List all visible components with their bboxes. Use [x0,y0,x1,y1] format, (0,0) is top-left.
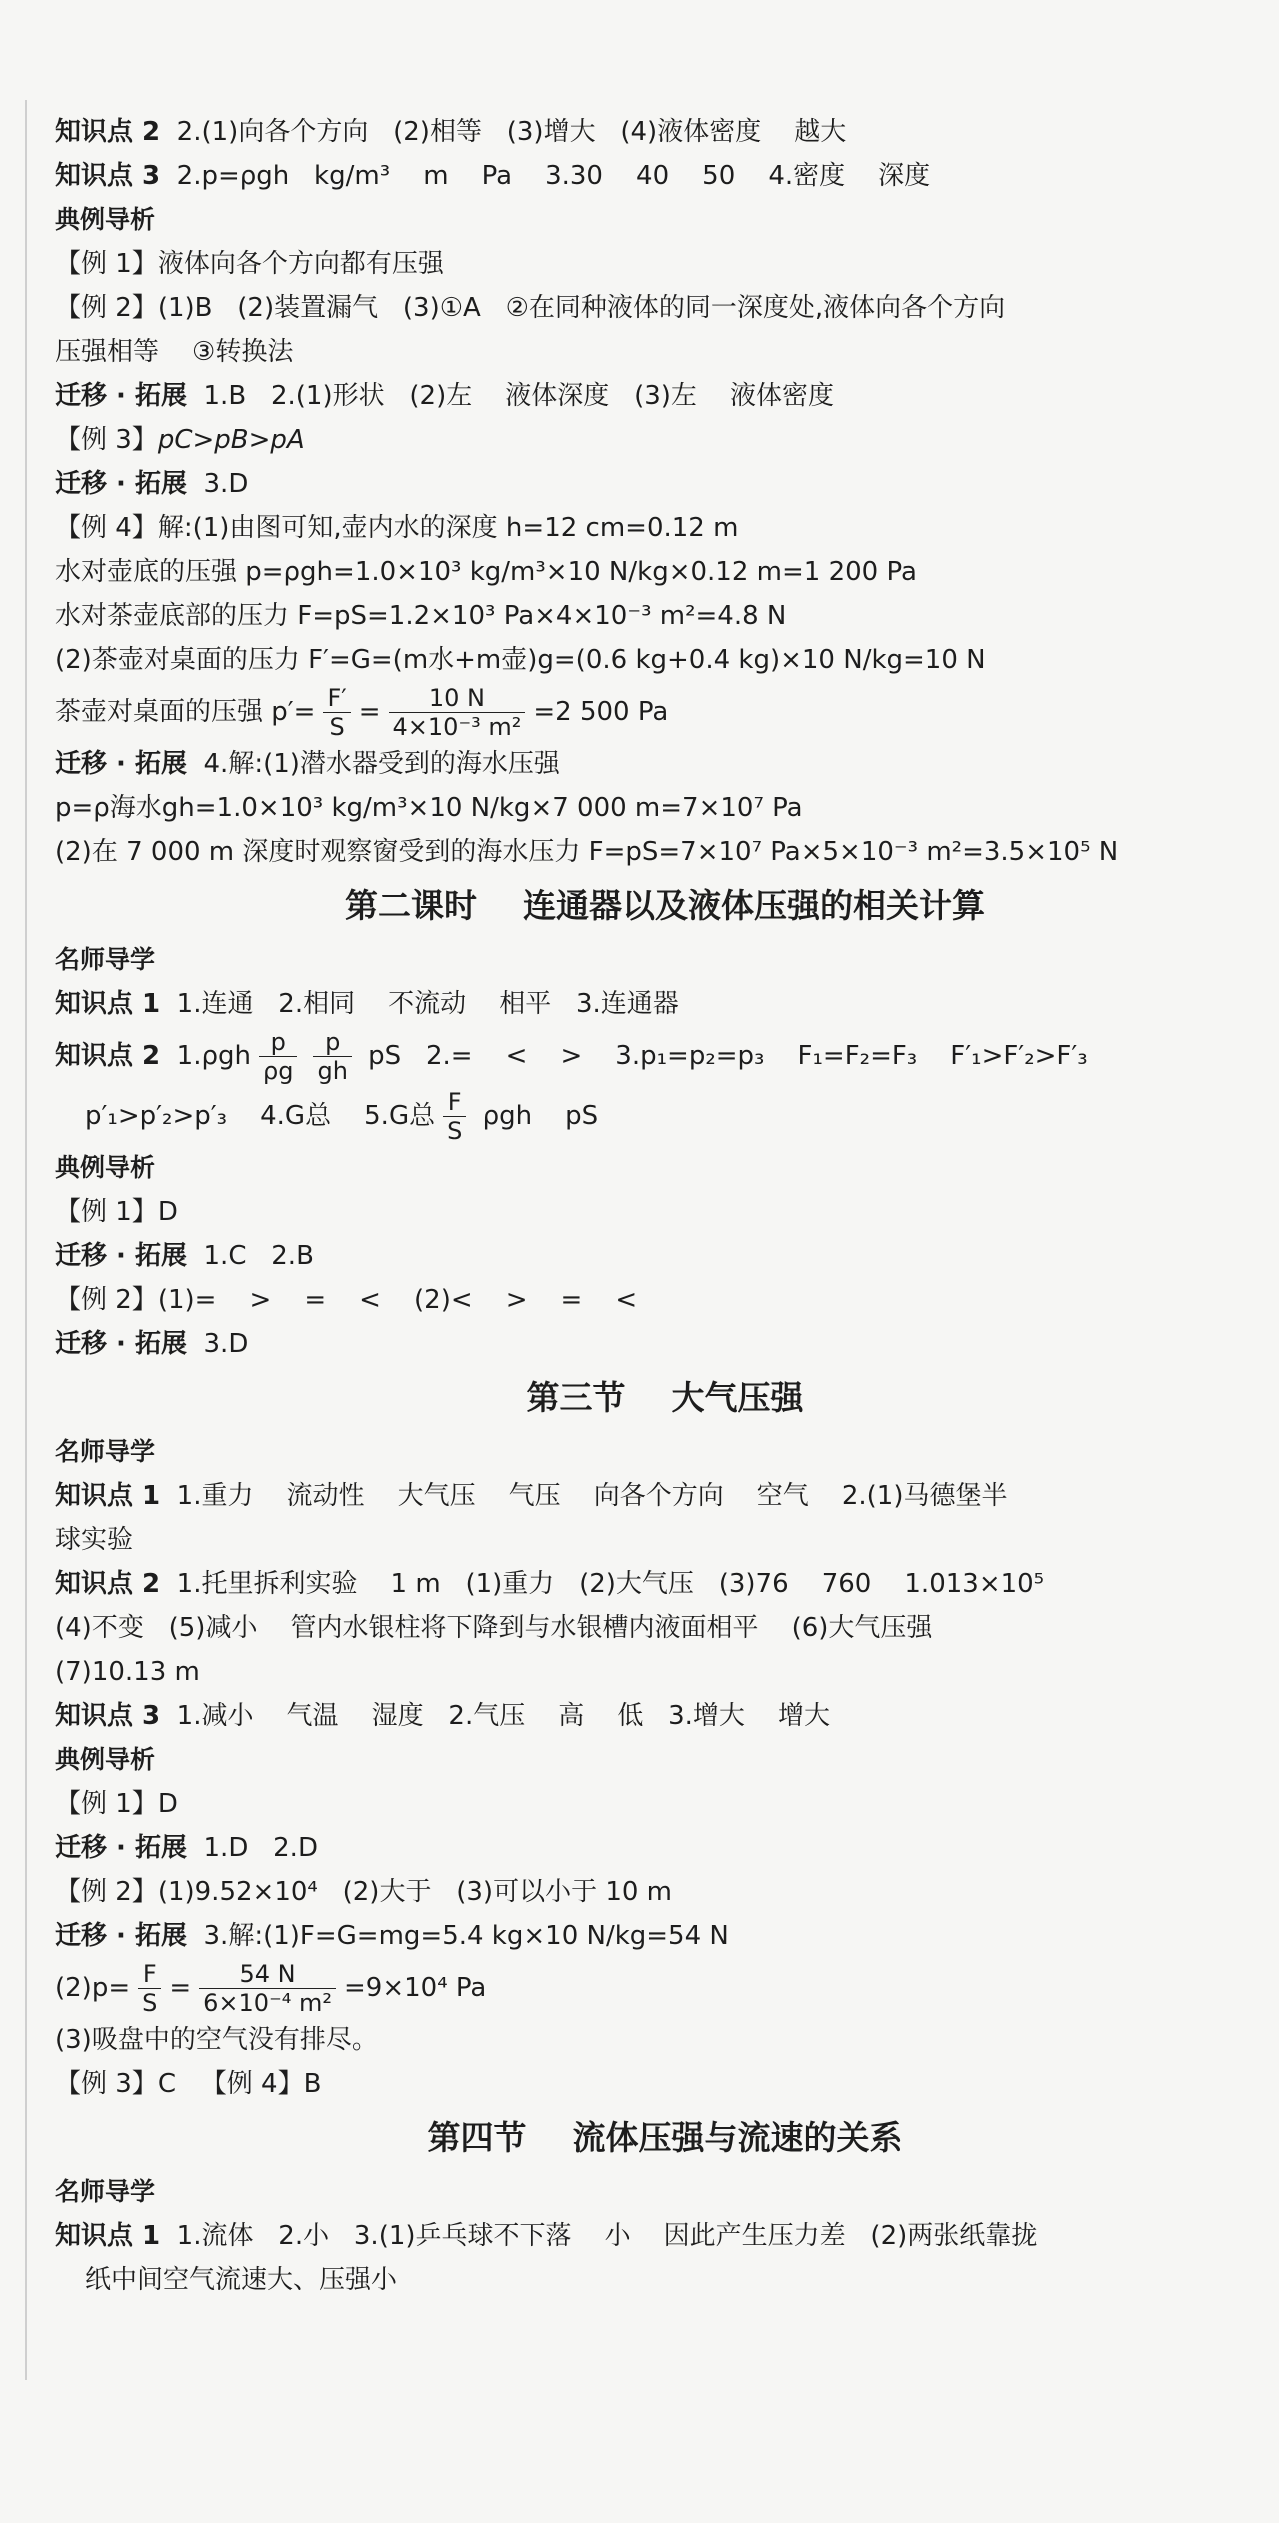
answer-line [55,1086,1235,1146]
knowledge-point-label: 知识点 2 [55,1041,161,1071]
answer-line: p=ρ海水gh=1.0×10³ kg/m³×10 N/kg×7 000 m=7×10⁷ Pa [55,793,803,823]
extension-label: 迁移 · 拓展 [55,1921,187,1951]
knowledge-point-label: 知识点 3 [55,1701,161,1731]
answer-text: 3.解:(1)F=G=mg=5.4 kg×10 N/kg=54 N [186,1921,729,1951]
answer-line [55,242,1235,286]
fraction [259,1028,297,1085]
answer-line [55,1694,1235,1738]
fraction-numerator: F′ [323,684,350,713]
subheading: 典例导析 [55,1745,156,1774]
answer-text: ρgh pS [474,1101,599,1131]
answer-line: (7)10.13 m [55,1657,200,1687]
answer-text: 1.C 2.B [186,1241,314,1271]
answer-line [55,418,1235,462]
answer-line [55,1190,1235,1234]
fraction-denominator: S [329,713,345,741]
answer-line [55,1782,1235,1826]
answer-text: 1.流体 2.小 3.(1)乒乓球不下落 小 因此产生压力差 (2)两张纸靠拢 [160,2221,1038,2251]
example-label: 【例 2】 [55,1285,158,1315]
fraction-denominator: 4×10⁻³ m² [392,713,522,741]
example-label: 【例 1】 [55,1197,158,1227]
answer-line [55,1870,1235,1914]
answer-line: (4)不变 (5)减小 管内水银柱将下降到与水银槽内液面相平 (6)大气压强 [55,1613,933,1643]
section-title: 第二课时 连通器以及液体压强的相关计算 [345,886,985,925]
answer-text: 1.托里拆利实验 1 m (1)重力 (2)大气压 (3)76 760 1.013×10⁵ [160,1569,1045,1599]
fraction-numerator: F [138,1960,161,1989]
answer-text: 4.解:(1)潜水器受到的海水压强 [186,749,560,779]
answer-text: = [169,1973,192,2003]
example-label: 【例 2】 [55,293,158,323]
answer-text: 2.(1)向各个方向 (2)相等 (3)增大 (4)液体密度 越大 [160,117,847,147]
answer-line: (3)吸盘中的空气没有排尽。 [55,2025,378,2055]
fraction-numerator: 10 N [389,684,526,713]
answer-line [55,2062,1235,2106]
answer-text: 3.D [186,469,249,499]
answer-line [55,1562,1235,1606]
extension-label: 迁移 · 拓展 [55,469,187,499]
left-margin-rule [25,100,27,2380]
answer-line [55,374,1235,418]
example-label: 【例 4】 [200,2069,304,2099]
example-label: 【例 1】 [55,249,158,279]
answer-text: 解:(1)由图可知,壶内水的深度 h=12 cm=0.12 m [157,513,739,543]
section-title: 第三节 大气压强 [526,1378,804,1417]
answer-line: (2)茶壶对桌面的压力 F′=G=(m水+m壶)g=(0.6 kg+0.4 kg)×10 N/kg=10 N [55,645,986,675]
example-label: 【例 3】 [55,425,158,455]
extension-label: 迁移 · 拓展 [55,749,187,779]
example-label: 【例 3】 [55,2069,158,2099]
fraction-numerator: 54 N [199,1960,336,1989]
fraction-denominator: S [447,1117,463,1145]
fraction-numerator: p [259,1028,297,1057]
answer-text: 1.重力 流动性 大气压 气压 向各个方向 空气 2.(1)马德堡半 [160,1481,1008,1511]
fraction-denominator: S [142,1989,158,2017]
knowledge-point-label: 知识点 2 [55,1569,161,1599]
answer-text: (2)p= [55,1973,131,2003]
answer-text: (1)9.52×10⁴ (2)大于 (3)可以小于 10 m [157,1877,673,1907]
answer-line [55,742,1235,786]
answer-line: 纸中间空气流速大、压强小 [85,2265,398,2295]
section-title: 第四节 流体压强与流速的关系 [427,2118,903,2157]
answer-text: B [303,2069,322,2099]
answer-text: 3.D [186,1329,249,1359]
answer-line [55,506,1235,550]
fraction [138,1960,161,2017]
answer-text: D [157,1197,178,1227]
answer-line [55,1322,1235,1366]
answer-line: 水对壶底的压强 p=ρgh=1.0×10³ kg/m³×10 N/kg×0.12 m=1 200 Pa [55,557,917,587]
knowledge-point-label: 知识点 1 [55,989,161,1019]
fraction [323,684,350,741]
fraction-denominator: gh [317,1057,348,1085]
fraction [313,1028,351,1085]
answer-text: 液体向各个方向都有压强 [157,249,444,279]
answer-line [55,286,1235,330]
answer-line [55,1958,1235,2018]
answer-text: 茶壶对桌面的压强 p′= [55,697,316,727]
knowledge-point-label: 知识点 2 [55,117,161,147]
answer-line [55,982,1235,1026]
answer-line: 球实验 [55,1525,134,1555]
answer-text: 1.ρgh [160,1041,251,1071]
answer-text: pS 2.= < > 3.p₁=p₂=p₃ F₁=F₂=F₃ F′₁>F′₂>F′₃ [359,1041,1088,1071]
subheading: 名师导学 [55,1437,156,1466]
answer-text: 2.p=ρgh kg/m³ m Pa 3.30 40 50 4.密度 深度 [160,161,931,191]
fraction-denominator: 6×10⁻⁴ m² [203,1989,332,2017]
example-label: 【例 2】 [55,1877,158,1907]
knowledge-point-label: 知识点 1 [55,2221,161,2251]
answer-line [55,1026,1235,1086]
answer-text: = [358,697,381,727]
answer-line [55,154,1235,198]
answer-text: pC>pB>pA [157,425,305,455]
answer-line [55,1234,1235,1278]
answer-line [55,1474,1235,1518]
fraction-denominator: ρg [262,1057,294,1085]
answer-line [55,682,1235,742]
subheading: 名师导学 [55,2177,156,2206]
extension-label: 迁移 · 拓展 [55,381,187,411]
answer-text: 1.B 2.(1)形状 (2)左 液体深度 (3)左 液体密度 [186,381,834,411]
answer-line [55,1278,1235,1322]
extension-label: 迁移 · 拓展 [55,1241,187,1271]
fraction [443,1088,466,1145]
answer-text: C [157,2069,201,2099]
answer-text: (1)B (2)装置漏气 (3)①A ②在同种液体的同一深度处,液体向各个方向 [157,293,1006,323]
answer-line: 压强相等 ③转换法 [55,337,294,367]
fraction [199,1960,336,2017]
example-label: 【例 1】 [55,1789,158,1819]
answer-text: 1.连通 2.相同 不流动 相平 3.连通器 [160,989,679,1019]
answer-text: =9×10⁴ Pa [344,1973,487,2003]
extension-label: 迁移 · 拓展 [55,1833,187,1863]
answer-text: 1.减小 气温 湿度 2.气压 高 低 3.增大 增大 [160,1701,830,1731]
fraction-numerator: F [443,1088,466,1117]
answer-line [55,1914,1235,1958]
answer-text: p′₁>p′₂>p′₃ 4.G总 5.G总 [85,1101,436,1131]
answer-line: (2)在 7 000 m 深度时观察窗受到的海水压力 F=pS=7×10⁷ Pa×5×10⁻³ m²=3.5×10⁵ N [55,837,1119,867]
subheading: 典例导析 [55,1153,156,1182]
knowledge-point-label: 知识点 1 [55,1481,161,1511]
fraction-numerator: p [313,1028,351,1057]
answer-content [55,110,1235,2302]
subheading: 典例导析 [55,205,156,234]
fraction [389,684,526,741]
knowledge-point-label: 知识点 3 [55,161,161,191]
answer-line [55,2214,1235,2258]
answer-line [55,462,1235,506]
answer-text: 1.D 2.D [186,1833,318,1863]
answer-text: D [157,1789,178,1819]
answer-line [55,1826,1235,1870]
subheading: 名师导学 [55,945,156,974]
example-label: 【例 4】 [55,513,158,543]
answer-line [55,110,1235,154]
answer-text: (1)= > = < (2)< > = < [157,1285,638,1315]
answer-text: =2 500 Pa [533,697,669,727]
extension-label: 迁移 · 拓展 [55,1329,187,1359]
answer-line: 水对茶壶底部的压力 F=pS=1.2×10³ Pa×4×10⁻³ m²=4.8 N [55,601,787,631]
